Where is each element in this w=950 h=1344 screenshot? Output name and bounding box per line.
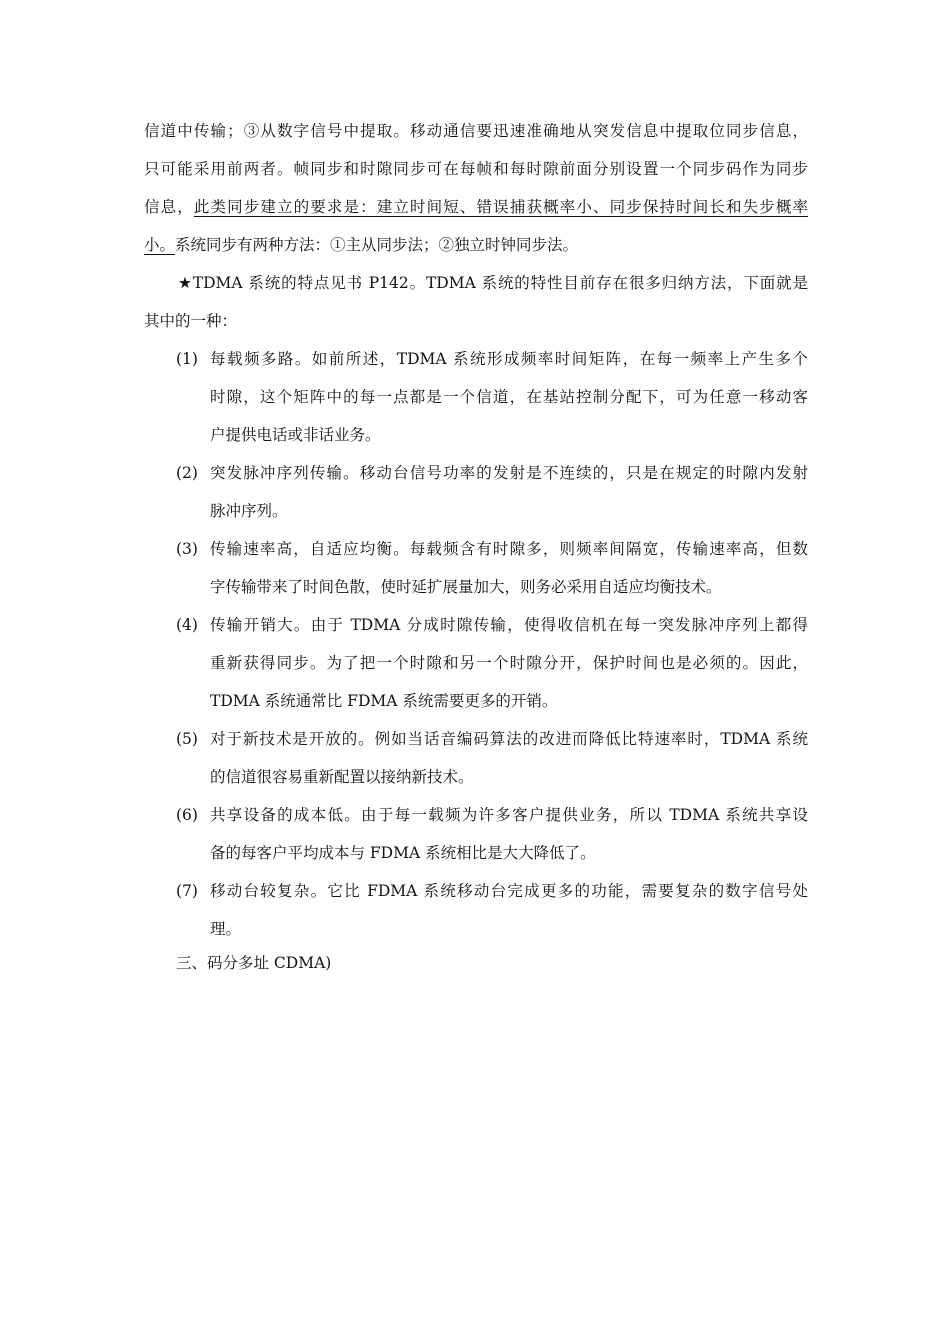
list-item-number: (4) — [176, 616, 198, 634]
list-item-number: (1) — [176, 350, 198, 368]
paragraph1-line3-underlined: 此类同步建立的要求是：建立时间短、错误捕获概率小、同步保持时间长和失步概率 — [193, 198, 808, 216]
list-item-line: 脉冲序列。 — [210, 502, 288, 520]
list-item-number: (2) — [176, 464, 198, 482]
list-item-line: 户提供电话或非话业务。 — [210, 426, 381, 444]
list-item-line: 共享设备的成本低。由于每一载频为许多客户提供业务，所以 TDMA 系统共享设 — [210, 806, 808, 824]
paragraph2-line2: 其中的一种： — [144, 312, 238, 330]
list-item-line: 每载频多路。如前所述，TDMA 系统形成频率时间矩阵，在每一频率上产生多个 — [210, 350, 808, 368]
paragraph1-line3 — [144, 196, 808, 218]
paragraph1-line4-underlined: 小。 — [144, 236, 176, 254]
list-item-line: 时隙，这个矩阵中的每一点都是一个信道，在基站控制分配下，可为任意一移动客 — [210, 388, 808, 406]
section-heading: 三、码分多址 CDMA) — [176, 954, 332, 972]
paragraph1-line2: 只可能采用前两者。帧同步和时隙同步可在每帧和每时隙前面分别设置一个同步码作为同步 — [144, 160, 808, 178]
list-item-line: 字传输带来了时间色散，使时延扩展量加大，则务必采用自适应均衡技术。 — [210, 578, 722, 596]
list-item-number: (5) — [176, 730, 198, 748]
list-item-line: 理。 — [210, 920, 242, 938]
paragraph1-line4 — [144, 234, 808, 256]
list-item-line: 对于新技术是开放的。例如当话音编码算法的改进而降低比特速率时，TDMA 系统 — [210, 730, 808, 748]
list-item-line: 传输速率高，自适应均衡。每载频含有时隙多，则频率间隔宽，传输速率高，但数 — [210, 540, 808, 558]
list-item-line: 的信道很容易重新配置以接纳新技术。 — [210, 768, 474, 786]
list-item-line: 备的每客户平均成本与 FDMA 系统相比是大大降低了。 — [210, 844, 596, 862]
list-item-number: (7) — [176, 882, 198, 900]
list-item-line: 移动台较复杂。它比 FDMA 系统移动台完成更多的功能，需要复杂的数字信号处 — [210, 882, 808, 900]
list-item-line: TDMA 系统通常比 FDMA 系统需要更多的开销。 — [210, 692, 558, 710]
list-item-number: (6) — [176, 806, 198, 824]
paragraph1-line1: 信道中传输；③从数字信号中提取。移动通信要迅速准确地从突发信息中提取位同步信息， — [144, 122, 808, 140]
list-item-line: 传输开销大。由于 TDMA 分成时隙传输，使得收信机在每一突发脉冲序列上都得 — [210, 616, 808, 634]
list-item-number: (3) — [176, 540, 198, 558]
paragraph1-line3-plain: 信息， — [144, 198, 194, 216]
list-item-line: 突发脉冲序列传输。移动台信号功率的发射是不连续的，只是在规定的时隙内发射 — [210, 464, 808, 482]
paragraph2-line1: ★TDMA 系统的特点见书 P142。TDMA 系统的特性目前存在很多归纳方法，下面就是 — [178, 274, 808, 292]
paragraph1-line4-plain: 系统同步有两种方法：①主从同步法；②独立时钟同步法。 — [175, 236, 579, 254]
list-item-line: 重新获得同步。为了把一个时隙和另一个时隙分开，保护时间也是必须的。因此， — [210, 654, 808, 672]
